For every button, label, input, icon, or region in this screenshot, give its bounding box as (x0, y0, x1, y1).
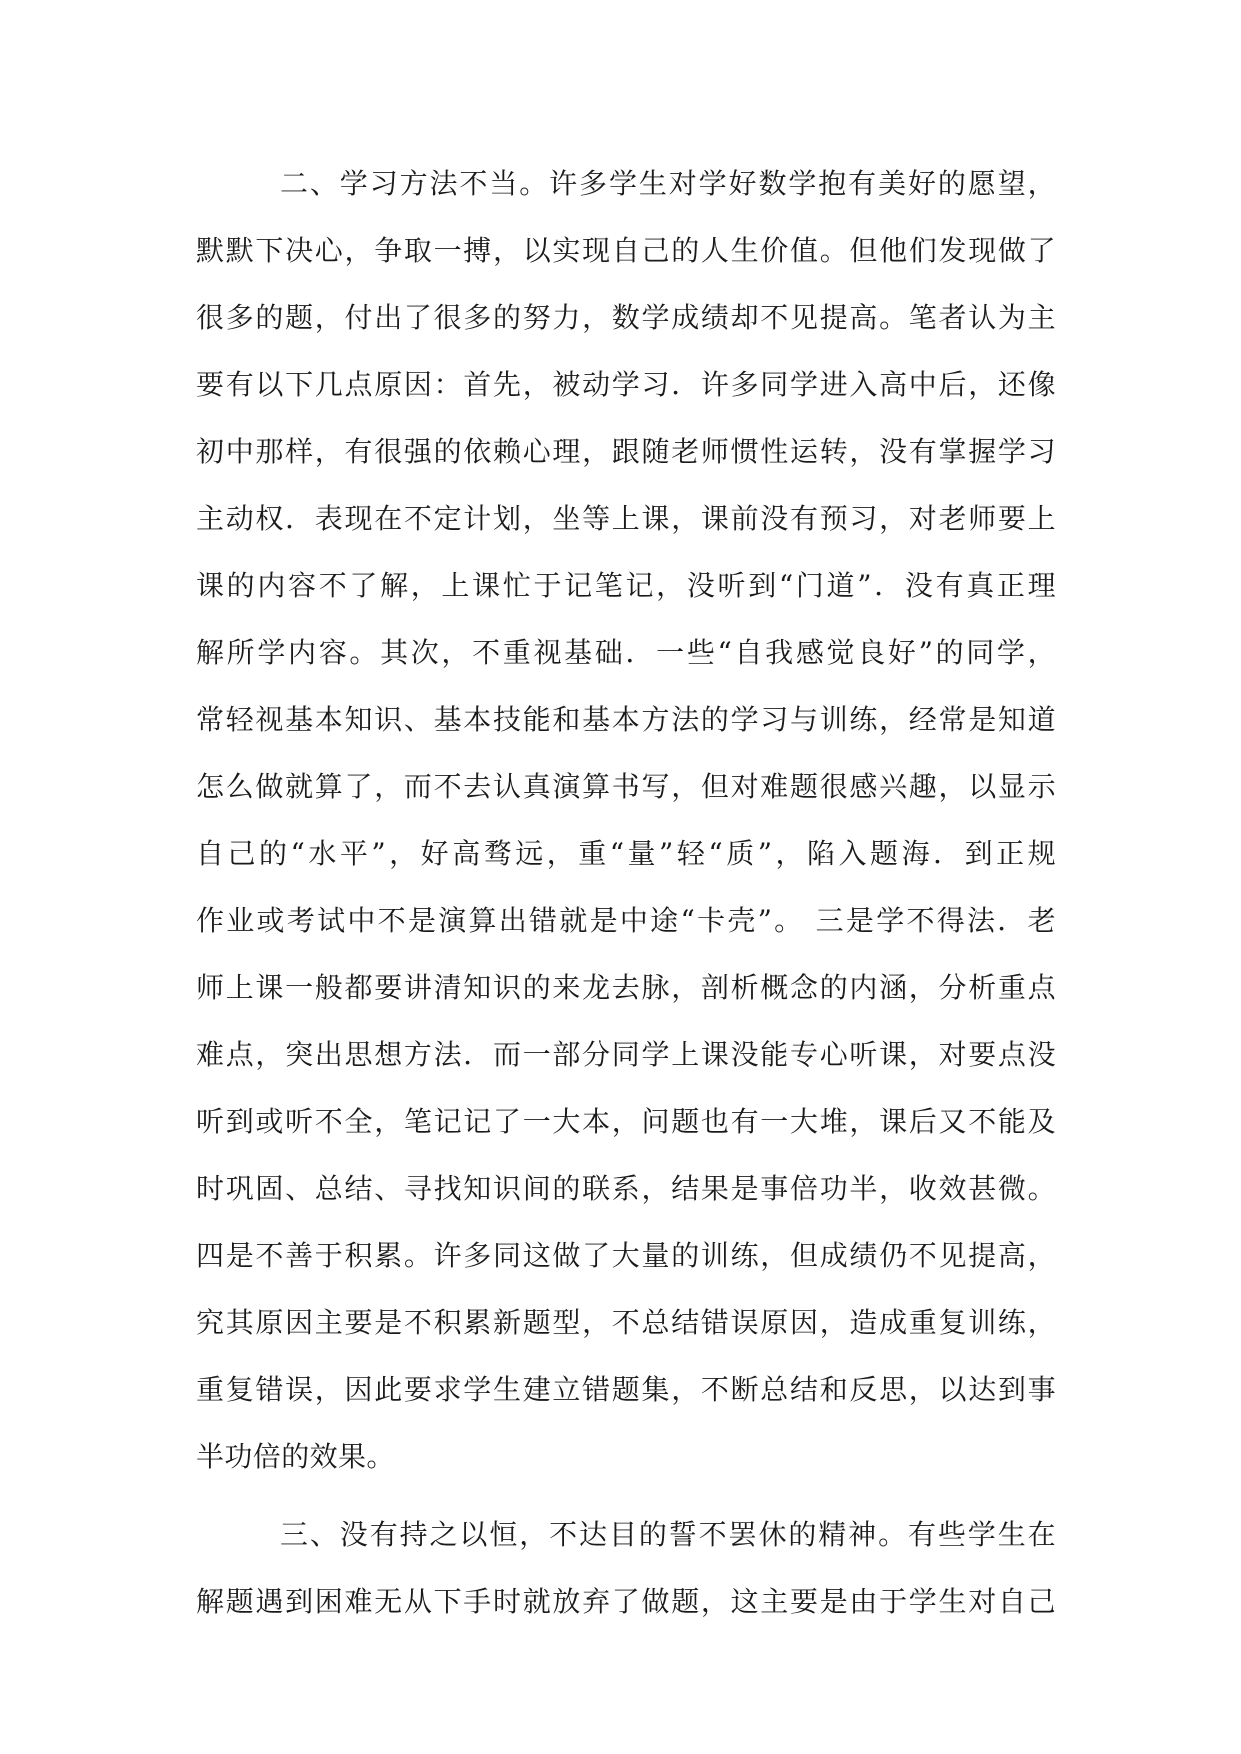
paragraph-line: 课的内容不了解，上课忙于记笔记，没听到“门道”．没有真正理 (196, 569, 1056, 602)
paragraph-line: 默默下决心，争取一搏，以实现自己的人生价值。但他们发现做了 (196, 234, 1056, 267)
paragraph-line: 常轻视基本知识、基本技能和基本方法的学习与训练，经常是知道 (196, 703, 1056, 736)
paragraph-line: 师上课一般都要讲清知识的来龙去脉，剖析概念的内涵，分析重点 (196, 971, 1056, 1004)
paragraph-line: 半功倍的效果。 (196, 1440, 395, 1473)
paragraph-line: 怎么做就算了，而不去认真演算书写，但对难题很感兴趣，以显示 (196, 770, 1056, 803)
paragraph-line: 作业或考试中不是演算出错就是中途“卡壳”。 三是学不得法．老 (196, 904, 1056, 937)
paragraph-line: 时巩固、总结、寻找知识间的联系，结果是事倍功半，收效甚微。 (196, 1172, 1056, 1205)
paragraph-line: 二、学习方法不当。许多学生对学好数学抱有美好的愿望， (280, 167, 1056, 200)
paragraph-line: 听到或听不全，笔记记了一大本，问题也有一大堆，课后又不能及 (196, 1105, 1056, 1138)
paragraph-line: 难点，突出思想方法．而一部分同学上课没能专心听课，对要点没 (196, 1038, 1056, 1071)
paragraph-line: 要有以下几点原因：首先，被动学习．许多同学进入高中后，还像 (196, 368, 1056, 401)
paragraph-line: 解题遇到困难无从下手时就放弃了做题，这主要是由于学生对自己 (196, 1585, 1056, 1618)
paragraph-line: 自己的“水平”，好高骛远，重“量”轻“质”，陷入题海．到正规 (196, 837, 1056, 870)
paragraph-line: 很多的题，付出了很多的努力，数学成绩却不见提高。笔者认为主 (196, 301, 1056, 334)
paragraph-line: 三、没有持之以恒，不达目的誓不罢休的精神。有些学生在 (280, 1518, 1056, 1551)
paragraph-line: 主动权．表现在不定计划，坐等上课，课前没有预习，对老师要上 (196, 502, 1056, 535)
paragraph-line: 解所学内容。其次，不重视基础．一些“自我感觉良好”的同学， (196, 636, 1056, 669)
paragraph-line: 究其原因主要是不积累新题型，不总结错误原因，造成重复训练， (196, 1306, 1056, 1339)
paragraph-line: 初中那样，有很强的依赖心理，跟随老师惯性运转，没有掌握学习 (196, 435, 1056, 468)
paragraph-line: 重复错误，因此要求学生建立错题集，不断总结和反思，以达到事 (196, 1373, 1056, 1406)
paragraph-line: 四是不善于积累。许多同这做了大量的训练，但成绩仍不见提高， (196, 1239, 1056, 1272)
